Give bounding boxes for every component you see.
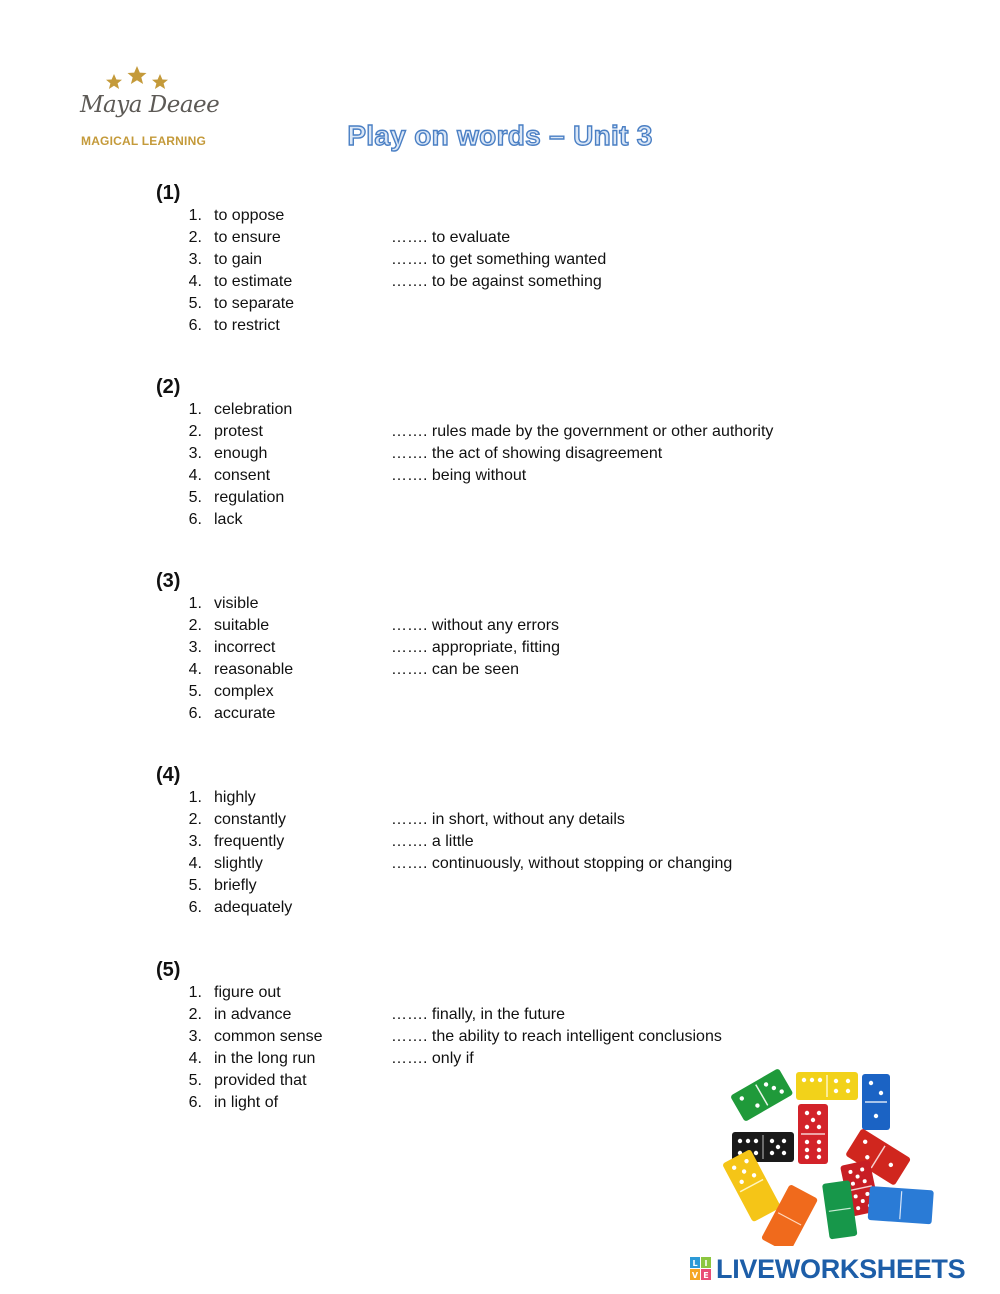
section-heading: (5): [156, 959, 181, 981]
section-heading: (2): [156, 376, 181, 398]
list-item: [156, 443, 856, 465]
exercise-section-1: [156, 181, 856, 337]
list-item: [156, 703, 856, 725]
item-definition[interactable]: ……. can be seen: [391, 661, 520, 678]
item-number: 3.: [188, 639, 202, 656]
item-word: lack: [214, 511, 243, 528]
list-item: [156, 293, 856, 315]
list-item: [156, 315, 856, 337]
list-item: [156, 615, 856, 637]
item-word: protest: [214, 423, 263, 440]
item-word: complex: [214, 683, 274, 700]
item-word: regulation: [214, 489, 285, 506]
domino-blue-vertical: [862, 1074, 890, 1130]
item-definition[interactable]: ……. to get something wanted: [391, 251, 607, 268]
item-number: 3.: [188, 833, 202, 850]
list-item: [156, 875, 856, 897]
item-number: 5.: [188, 489, 202, 506]
list-item: [156, 205, 856, 227]
logo-script: Maya Deaee: [80, 92, 220, 118]
item-number: 3.: [188, 251, 202, 268]
item-number: 1.: [188, 789, 202, 806]
item-word: slightly: [214, 855, 263, 872]
section-heading: (1): [156, 182, 181, 204]
list-item: [156, 593, 856, 615]
brand-name: LIVEWORKSHEETS: [716, 1253, 966, 1284]
list-item: [156, 659, 856, 681]
item-word: frequently: [214, 833, 285, 850]
item-number: 2.: [188, 811, 202, 828]
item-number: 5.: [188, 295, 202, 312]
item-definition[interactable]: ……. without any errors: [391, 617, 560, 634]
dominoes-image: [712, 1066, 952, 1246]
item-number: 3.: [188, 445, 202, 462]
item-word: in light of: [214, 1094, 279, 1111]
item-definition[interactable]: ……. continuously, without stopping or changing: [391, 855, 733, 872]
list-item: [156, 1026, 856, 1048]
item-word: adequately: [214, 899, 293, 916]
item-word: to restrict: [214, 317, 280, 334]
item-word: consent: [214, 467, 271, 484]
exercise-section-2: [156, 375, 856, 531]
exercise-section-3: [156, 569, 856, 725]
item-definition[interactable]: ……. being without: [391, 467, 527, 484]
domino-red-vertical: [798, 1104, 828, 1164]
item-number: 5.: [188, 877, 202, 894]
item-definition[interactable]: ……. a little: [391, 833, 474, 850]
item-number: 4.: [188, 1050, 202, 1067]
item-number: 6.: [188, 511, 202, 528]
item-word: reasonable: [214, 661, 294, 678]
item-number: 4.: [188, 467, 202, 484]
item-number: 4.: [188, 661, 202, 678]
item-word: in the long run: [214, 1050, 316, 1067]
section-heading: (4): [156, 764, 181, 786]
list-item: [156, 421, 856, 443]
item-number: 6.: [188, 317, 202, 334]
item-number: 6.: [188, 705, 202, 722]
item-definition[interactable]: ……. the ability to reach intelligent conclusions: [391, 1028, 722, 1045]
svg-text:L: L: [692, 1259, 698, 1268]
item-word: briefly: [214, 877, 257, 894]
list-item: [156, 399, 856, 421]
exercise-section-4: [156, 763, 856, 919]
item-number: 5.: [188, 683, 202, 700]
item-number: 6.: [188, 899, 202, 916]
item-number: 3.: [188, 1028, 202, 1045]
item-definition[interactable]: ……. to evaluate: [391, 229, 511, 246]
list-item: [156, 271, 856, 293]
item-word: visible: [214, 595, 259, 612]
item-word: in advance: [214, 1006, 292, 1023]
section-heading: (3): [156, 570, 181, 592]
list-item: [156, 982, 856, 1004]
item-word: common sense: [214, 1028, 323, 1045]
domino-blue-bottom: [868, 1186, 934, 1224]
item-definition[interactable]: ……. rules made by the government or other authority: [391, 423, 774, 440]
list-item: [156, 897, 856, 919]
domino-green: [730, 1068, 793, 1122]
stars-icon: [104, 64, 174, 92]
svg-text:E: E: [703, 1271, 709, 1280]
domino-yellow-top: [796, 1072, 858, 1100]
item-word: to gain: [214, 251, 263, 268]
item-number: 2.: [188, 1006, 202, 1023]
page-title: Play on words – Unit 3: [347, 120, 653, 151]
item-definition[interactable]: ……. the act of showing disagreement: [391, 445, 663, 462]
item-word: provided that: [214, 1072, 307, 1089]
item-word: figure out: [214, 984, 281, 1001]
item-word: accurate: [214, 705, 276, 722]
list-item: [156, 1004, 856, 1026]
list-item: [156, 509, 856, 531]
item-word: highly: [214, 789, 256, 806]
item-number: 6.: [188, 1094, 202, 1111]
item-number: 1.: [188, 207, 202, 224]
svg-text:V: V: [691, 1271, 699, 1280]
liveworksheets-brand: [690, 1254, 965, 1284]
list-item: [156, 787, 856, 809]
item-definition[interactable]: ……. to be against something: [391, 273, 602, 290]
item-number: 2.: [188, 229, 202, 246]
svg-text:I: I: [704, 1259, 708, 1268]
item-word: to separate: [214, 295, 295, 312]
item-word: enough: [214, 445, 268, 462]
item-word: to ensure: [214, 229, 281, 246]
item-number: 5.: [188, 1072, 202, 1089]
item-number: 4.: [188, 273, 202, 290]
item-word: suitable: [214, 617, 270, 634]
list-item: [156, 809, 856, 831]
list-item: [156, 831, 856, 853]
item-number: 2.: [188, 617, 202, 634]
item-number: 1.: [188, 984, 202, 1001]
item-definition[interactable]: ……. appropriate, fitting: [391, 639, 560, 656]
item-number: 4.: [188, 855, 202, 872]
list-item: [156, 637, 856, 659]
list-item: [156, 227, 856, 249]
item-word: incorrect: [214, 639, 276, 656]
item-definition[interactable]: ……. in short, without any details: [391, 811, 625, 828]
list-item: [156, 249, 856, 271]
item-definition[interactable]: ……. finally, in the future: [391, 1006, 565, 1023]
list-item: [156, 681, 856, 703]
item-word: to estimate: [214, 273, 293, 290]
list-item: [156, 853, 856, 875]
item-word: constantly: [214, 811, 287, 828]
item-definition[interactable]: ……. only if: [391, 1050, 474, 1067]
item-number: 1.: [188, 401, 202, 418]
list-item: [156, 487, 856, 509]
item-word: to oppose: [214, 207, 285, 224]
item-number: 2.: [188, 423, 202, 440]
logo-subtitle: MAGICAL LEARNING: [81, 134, 206, 148]
item-number: 1.: [188, 595, 202, 612]
list-item: [156, 465, 856, 487]
live-badge-icon: [690, 1257, 712, 1281]
item-word: celebration: [214, 401, 293, 418]
